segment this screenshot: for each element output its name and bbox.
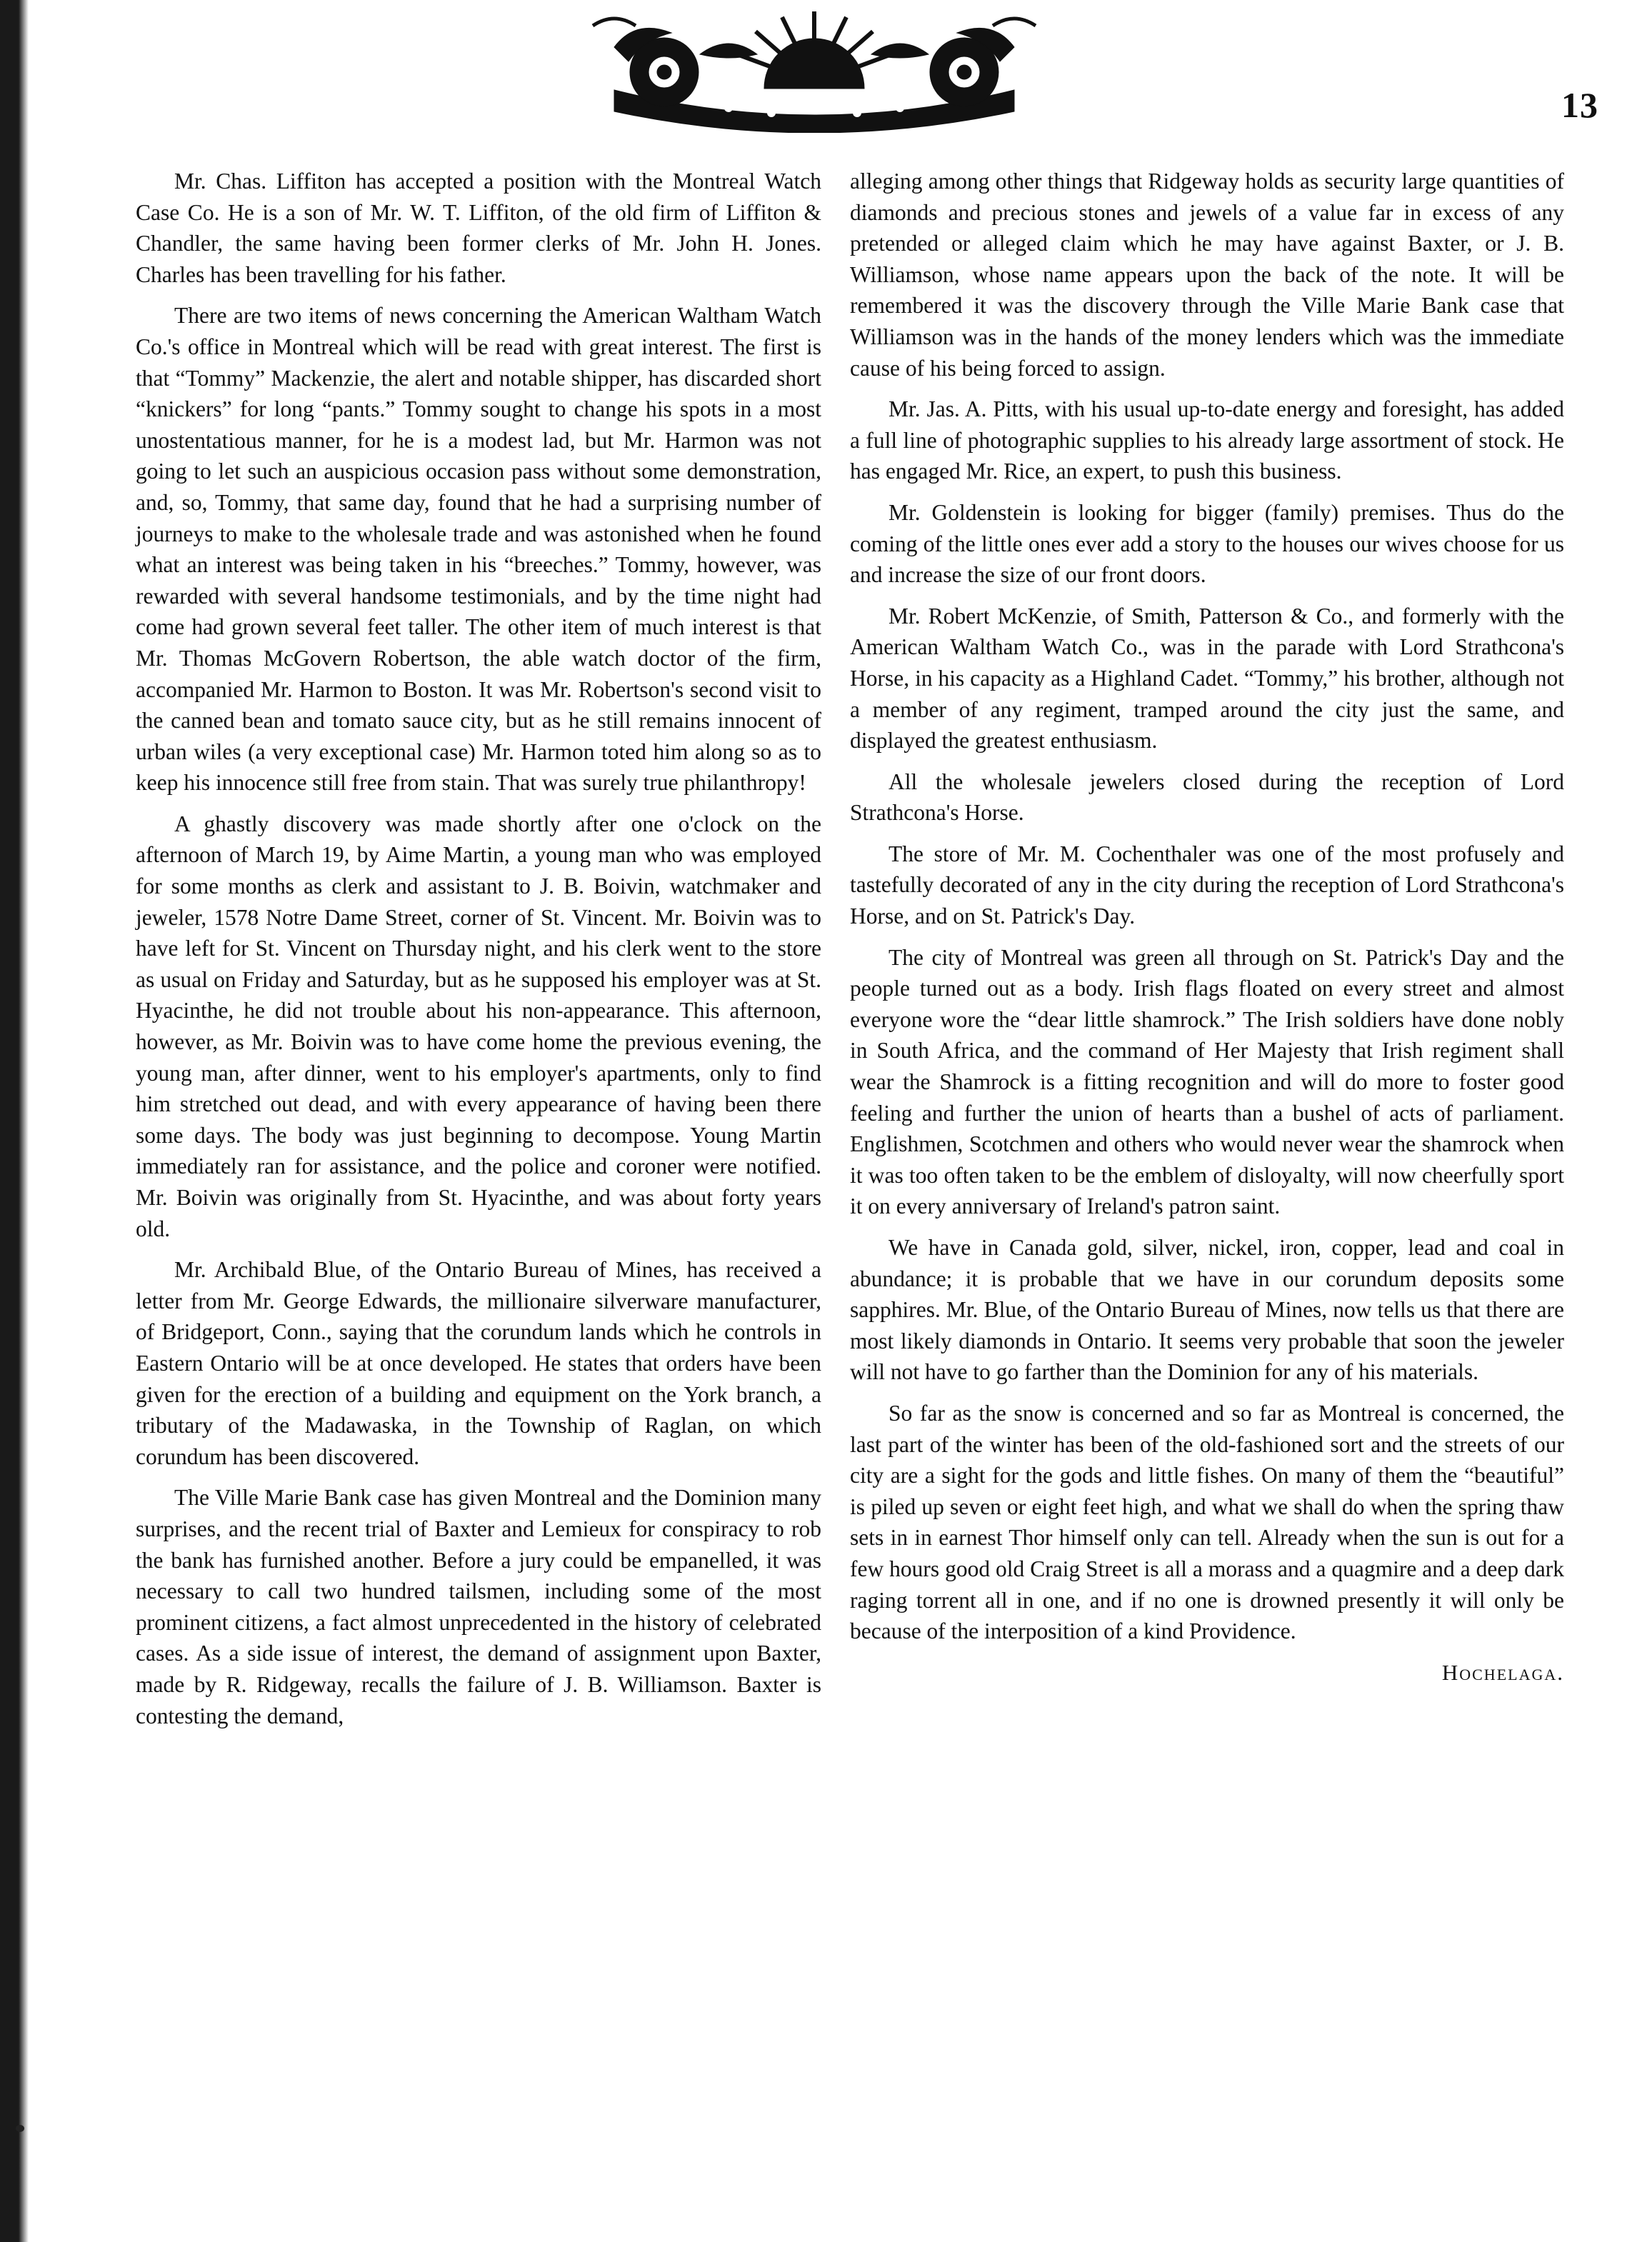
- corundum-lands-paragraph: Mr. Archibald Blue, of the Ontario Bureau of Mines, has received a letter from Mr. George Edwards, the millionaire silverware manufacturer, of Bridgeport, Conn., saying that the corundum lands which he controls in Eastern Ontario will be at once developed. He states that orders have been given for the erection of a building and equipment on the York branch, a tributary of the Madawaska, in the Township of Raglan, on which corundum has been discovered.: [136, 1257, 821, 1469]
- mckenzie-paragraph: Mr. Robert McKenzie, of Smith, Patterson & Co., and formerly with the American Waltham Watch Co., was in the parade with Lord Strathcona's Horse, in his capacity as a Highland Cadet. “Tommy,” his brother, although not a member of any regiment, tramped around the city just the same, and displayed the greatest enthusiasm.: [850, 603, 1564, 754]
- snow-paragraph: So far as the snow is concerned and so far as Montreal is concerned, the last part of the winter has been of the old-fashioned sort and the streets of our city are a sight for the gods and little fishes. On many of them the “beautiful” is piled up seven or eight feet high, and what we shall do when the spring thaw sets in in earnest Thor himself only can tell. Already when the sun is out for a few hours good old Craig Street is all a morass and a quagmire and a deep dark raging torrent all in one, and if no one is drowned presently it will only be because of the interposition of a kind Providence.: [850, 1400, 1564, 1644]
- jewelers-closed-paragraph: All the wholesale jewelers closed during the reception of Lord Strathcona's Horse.: [850, 769, 1564, 826]
- ville-marie-bank-paragraph: The Ville Marie Bank case has given Montreal and the Dominion many surprises, and the recent trial of Baxter and Lemieux for conspiracy to rob the bank has furnished another. Before a jury could be empanelled, it was necessary to call two hundred tailsmen, including some of the most prominent citizens, a fact almost unprecedented in the history of celebrated cases. As a side issue of interest, the demand of assignment upon Baxter, made by R. Ridgeway, recalls the failure of J. B. Williamson. Baxter is contesting the demand,: [136, 1485, 821, 1728]
- canada-minerals-paragraph: We have in Canada gold, silver, nickel, iron, copper, lead and coal in abundance; it is probable that we have in our corundum deposits some sapphires. Mr. Blue, of the Ontario Bureau of Mines, now tells us that there are most likely diamonds in Ontario. It seems very probable that soon the jeweler will not have to go farther than the Dominion for any of his materials.: [850, 1235, 1564, 1385]
- page-number: 13: [1561, 85, 1598, 125]
- waltham-news-paragraph: There are two items of news concerning the American Waltham Watch Co.'s office in Montreal which will be read with great interest. The first is that “Tommy” Mackenzie, the alert and notable shipper, has discarded short “knickers” for long “pants.” Tommy sought to change his spots in a most unostentatious manner, for he is a modest lad, but Mr. Harmon was not going to let such an auspicious occasion pass without some demonstration, and, so, Tommy, that same day, found that he had a surprising number of journeys to make to the wholesale trade and was astonished when he found what an interest was being taken in his “breeches.” Tommy, however, was rewarded with several handsome testimonials, and by the time night had come had grown several feet taller. The other item of much interest is that Mr. Thomas McGovern Robertson, the able watch doctor of the firm, accompanied Mr. Harmon to Boston. It was Mr. Robertson's second visit to the canned bean and tomato sauce city, but as he still remains innocent of urban wiles (a very exceptional case) Mr. Harmon toted him along so as to keep his innocence still free from stain. That was surely true philanthropy!: [136, 303, 821, 796]
- boivin-discovery-paragraph: A ghastly discovery was made shortly after one o'clock on the afternoon of March 19, by Aime Martin, a young man who was employed for some months as clerk and assistant to J. B. Boivin, watchmaker and jeweler, 1578 Notre Dame Street, corner of St. Vincent. Mr. Boivin was to have left for St. Vincent on Thursday night, and his clerk went to the store as usual on Friday and Saturday, but as he supposed his employer was at St. Hyacinthe, he did not trouble about his non-appearance. This afternoon, however, as Mr. Boivin was to have come home the previous evening, the young man, after dinner, went to his employer's apartments, only to find him stretched out dead, and with every appearance of having been there some days. The body was just beginning to decompose. Young Martin immediately ran for assistance, and the police and coroner were notified. Mr. Boivin was originally from St. Hyacinthe, and was about forty years old.: [136, 811, 821, 1241]
- scan-speck: [16, 2125, 24, 2132]
- signature: Hochelaga.: [1441, 1659, 1564, 1685]
- cochenthaler-paragraph: The store of Mr. M. Cochenthaler was one of the most profusely and tastefully decorated of any in the city during the reception of Lord Strathcona's Horse, and on St. Patrick's Day.: [850, 841, 1564, 929]
- liffiton-paragraph: Mr. Chas. Liffiton has accepted a position with the Montreal Watch Case Co. He is a son of Mr. W. T. Liffiton, of the old firm of Liffiton & Chandler, the same having been former clerks of Mr. John H. Jones. Charles has been travelling for his father.: [136, 169, 821, 287]
- floral-masthead-ornament-icon: [586, 4, 1043, 133]
- page-scan-edge: [0, 0, 29, 2242]
- goldenstein-paragraph: Mr. Goldenstein is looking for bigger (family) premises. Thus do the coming of the little ones ever add a story to the houses our wives choose for us and increase the size of our front doors.: [850, 499, 1564, 588]
- pitts-paragraph: Mr. Jas. A. Pitts, with his usual up-to-date energy and foresight, has added a full line of photographic supplies to his already large assortment of stock. He has engaged Mr. Rice, an expert, to push this business.: [850, 396, 1564, 484]
- left-column: [136, 166, 821, 1741]
- st-patricks-paragraph: The city of Montreal was green all through on St. Patrick's Day and the people turned out as a body. Irish flags floated on every street and almost everyone wore the “dear little shamrock.” The Irish soldiers have done nobly in South Africa, and the command of Her Majesty that Irish regiment shall wear the Shamrock is a fitting recognition and will do more to foster good feeling and further the union of hearts than a bushel of acts of parliament. Englishmen, Scotchmen and others who would never wear the shamrock when it was too often taken to be the emblem of disloyalty, will now cheerfully sport it on every anniversary of Ireland's patron saint.: [850, 944, 1564, 1219]
- ville-marie-continuation: alleging among other things that Ridgeway holds as security large quantities of diamonds and precious stones and jewels of a value far in excess of any pretended or alleged claim which he may have against Baxter, or J. B. Williamson, whose name appears upon the back of the note. It will be remembered it was the discovery through the Ville Marie Bank case that Williamson was in the hands of the money lenders which was the immediate cause of his being forced to assign.: [850, 169, 1564, 381]
- right-column: [850, 166, 1564, 1698]
